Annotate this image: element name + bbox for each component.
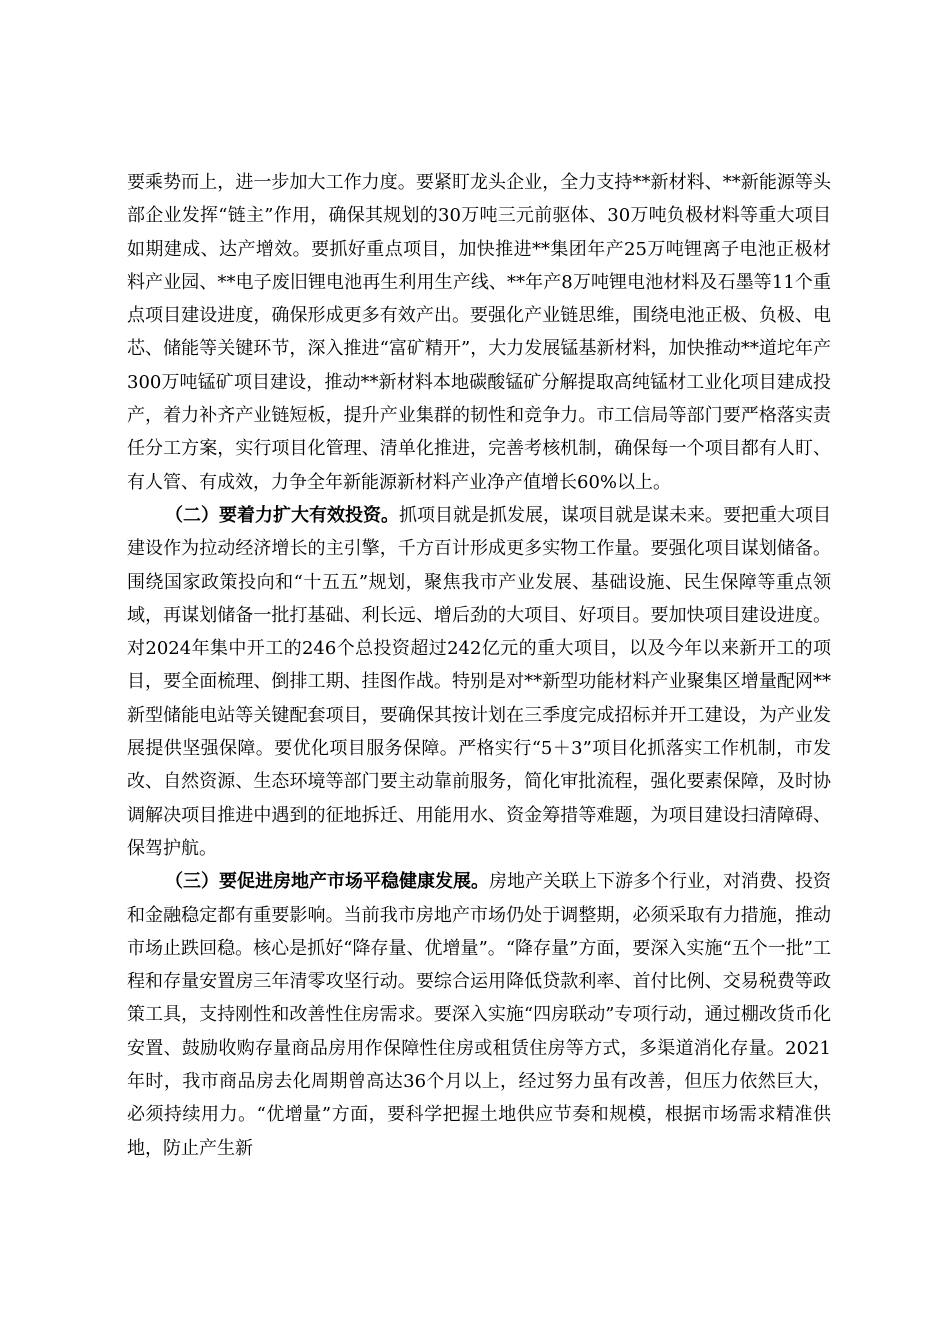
paragraph-text: 抓项目就是抓发展，谋项目就是谋未来。要把重大项目建设作为拉动经济增长的主引擎，千方百计形成更多实物工作量。要强化项目谋划储备。围绕国家政策投向和“十五五”规划，聚焦我市产业发展、基础设施、民生保障等重点领域，再谋划储备一批打基础、利长远、增后劲的大项目、好项目。要加快项目建设进度。对2024年集中开工的246个总投资超过242亿元的重大项目，以及今年以来新开工的项目，要全面梳理、倒排工期、挂图作战。特别是对**新型功能材料产业聚集区增量配网**新型储能电站等关键配套项目，要确保其按计划在三季度完成招标并开工建设，为产业发展提供坚强保障。要优化项目服务保障。严格实行“5＋3”项目化抓落实工作机制，市发改、自然资源、生态环境等部门要主动靠前服务，简化审批流程，强化要素保障，及时协调解决项目推进中遇到的征地拆迁、用能用水、资金筹措等难题，为项目建设扫清障碍、保驾护航。	[127, 504, 831, 859]
document-body	[127, 166, 831, 1165]
paragraph-text: 要乘势而上，进一步加大工作力度。要紧盯龙头企业，全力支持**新材料、**新能源等头部企业发挥“链主”作用，确保其规划的30万吨三元前驱体、30万吨负极材料等重大项目如期建成、达产增效。要抓好重点项目，加快推进**集团年产25万吨锂离子电池正极材料产业园、**电子废旧锂电池再生利用生产线、**年产8万吨锂电池材料及石墨等11个重点项目建设进度，确保形成更多有效产出。要强化产业链思维，围绕电池正极、负极、电芯、储能等关键环节，深入推进“富矿精开”，大力发展锰基新材料，加快推动**道坨年产300万吨锰矿项目建设，推动**新材料本地碳酸锰矿分解提取高纯锰材工业化项目建成投产，着力补齐产业链短板，提升产业集群的韧性和竞争力。市工信局等部门要严格落实责任分工方案，实行项目化管理、清单化推进，完善考核机制，确保每一个项目都有人盯、有人管、有成效，力争全年新能源新材料产业净产值增长60%以上。	[127, 172, 831, 493]
paragraph-text: 房地产关联上下游多个行业，对消费、投资和金融稳定都有重要影响。当前我市房地产市场仍处于调整期，必须采取有力措施，推动市场止跌回稳。核心是抓好“降存量、优增量”。“降存量”方面，要深入实施“五个一批”工程和存量安置房三年清零攻坚行动。要综合运用降低贷款利率、首付比例、交易税费等政策工具，支持刚性和改善性住房需求。要深入实施“四房联动”专项行动，通过棚改货币化安置、鼓励收购存量商品房用作保障性住房或租赁住房等方式，多渠道消化存量。2021年时，我市商品房去化周期曾高达36个月以上，经过努力虽有改善，但压力依然巨大，必须持续用力。“优增量”方面，要科学把握土地供应节奏和规模，根据市场需求精准供地，防止产生新	[127, 871, 831, 1159]
section-heading-investment: （二）要着力扩大有效投资。	[165, 504, 399, 526]
paragraph-real-estate	[127, 865, 831, 1165]
section-heading-real-estate: （三）要促进房地产市场平稳健康发展。	[165, 871, 489, 893]
paragraph-investment	[127, 499, 831, 865]
paragraph-continuation	[127, 166, 831, 499]
